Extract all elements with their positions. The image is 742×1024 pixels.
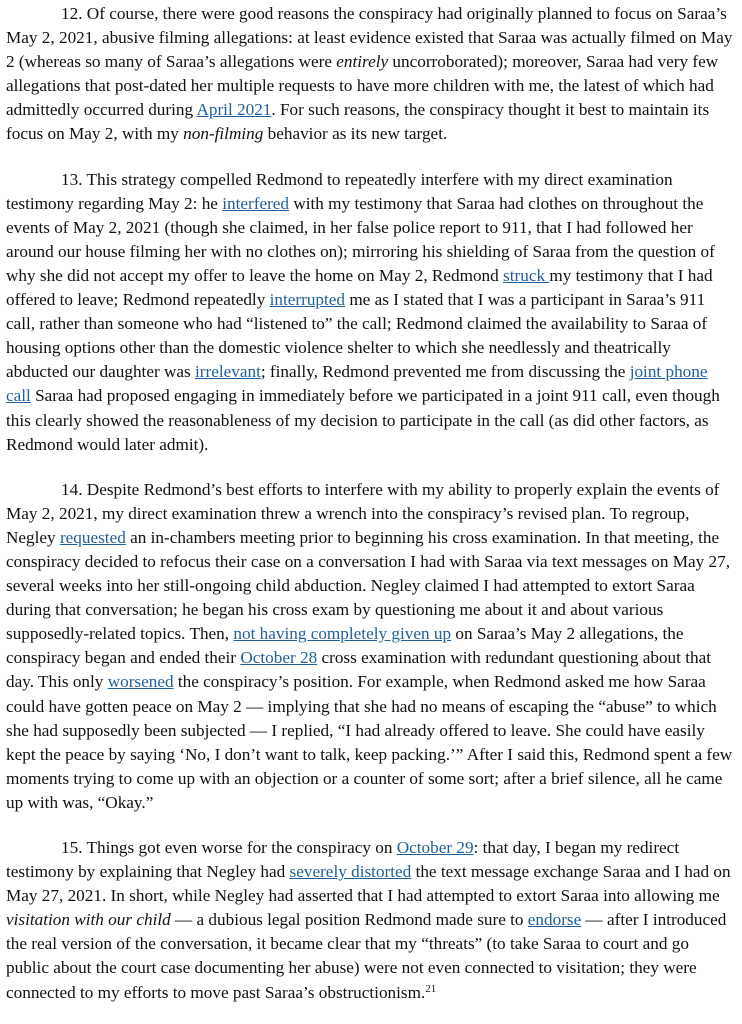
paragraph-15 <box>6 836 736 1005</box>
inline-link[interactable]: requested <box>59 527 126 547</box>
inline-link[interactable]: worsened <box>107 672 174 692</box>
body-text: with my testimony that Saraa had clothes on throughout the events of May 2, 2021 (though she claimed, in her false police report to 911, that I had followed her around our house filming her with no clothes on); mirroring his shielding of Saraa from the question of why she did not accept my offer to leave the home on May 2, Redmond <box>6 193 715 285</box>
footnote-marker[interactable]: 21 <box>425 982 437 995</box>
paragraph-number: 14. <box>61 479 83 499</box>
inline-link[interactable]: joint phone call <box>6 362 708 406</box>
body-text: behavior as its new target. <box>263 124 448 144</box>
body-text: Despite Redmond’s best efforts to interfere with my ability to properly explain the events of May 2, 2021, my direct examination threw a wrench into the conspiracy’s revised plan. To regroup, Negley <box>6 479 720 547</box>
body-text: . For such reasons, the conspiracy thought it best to maintain its focus on May 2, with my <box>6 100 710 144</box>
inline-link[interactable]: October 29 <box>396 838 474 857</box>
emphasis-text: visitation with our child <box>6 910 171 930</box>
inline-link[interactable]: interfered <box>222 193 290 213</box>
body-text: — after I introduced the real version of the conversation, it became clear that my “threats” (to take Saraa to court and go public about the court case documenting her abuse) were not even connected to visitation; they were connected to my efforts to move past Saraa’s obstructionism. <box>6 910 727 1002</box>
inline-link[interactable]: struck <box>503 265 550 285</box>
emphasis-text: entirely <box>336 52 389 72</box>
inline-link[interactable]: not having completely given up <box>233 624 452 644</box>
body-text: me as I stated that I was a participant in Saraa’s 911 call, rather than someone who had “listened to” the call; Redmond claimed the availability to Saraa of housing options other than the domestic violence shelter to which she needlessly and theatrically abducted our daughter was <box>6 290 708 382</box>
body-text: cross examination with redundant questioning about that day. This only <box>6 648 711 692</box>
body-text: This strategy compelled Redmond to repeatedly interfere with my direct examination testimony regarding May 2: he <box>6 169 673 213</box>
body-text: my testimony that I had offered to leave; Redmond repeatedly <box>6 265 713 310</box>
body-text: — a dubious legal position Redmond made sure to <box>170 910 528 930</box>
paragraph-13 <box>6 168 736 457</box>
body-text: Saraa had proposed engaging in immediately before we participated in a joint 911 call, even though this clearly showed the reasonableness of my decision to participate in the call (as did other factors, as Redmond would later admit). <box>6 386 720 454</box>
body-text: Things got even worse for the conspiracy on <box>82 838 397 857</box>
body-text: ; finally, Redmond prevented me from discussing the <box>260 362 630 382</box>
paragraph-number: 15. <box>61 838 83 857</box>
inline-link[interactable]: irrelevant <box>195 362 261 382</box>
body-text: Of course, there were good reasons the conspiracy had originally planned to focus on Saraa’s May 2, 2021, abusive filming allegations: at least evidence existed that Saraa was actually filmed on May 2 (whereas so many of Saraa’s allegations were <box>6 4 733 72</box>
emphasis-text: non-filming <box>183 124 264 144</box>
paragraph-12 <box>6 2 736 147</box>
body-text: an in-chambers meeting prior to beginning his cross examination. In that meeting, the conspiracy decided to refocus their case on a conversation I had with Saraa via text messages on May 27, several weeks into her still-ongoing child abduction. Negley claimed I had attempted to extort Saraa during that conversation; he began his cross exam by questioning me about it and about various supposedly-related topics. Then, <box>6 527 731 644</box>
inline-link[interactable]: endorse <box>527 910 582 930</box>
paragraph-number: 13. <box>61 169 83 189</box>
inline-link[interactable]: April 2021 <box>196 100 272 120</box>
body-text: : that day, I began my redirect testimony by explaining that Negley had <box>6 838 680 882</box>
paragraph-14 <box>6 478 736 815</box>
inline-link[interactable]: October 28 <box>240 648 318 668</box>
body-text: the text message exchange Saraa and I had on May 27, 2021. In short, while Negley had asserted that I had attempted to extort Saraa into allowing me <box>6 862 731 906</box>
inline-link[interactable]: interrupted <box>269 290 346 310</box>
paragraph-number: 12. <box>61 4 83 23</box>
inline-link[interactable]: severely distorted <box>289 862 412 882</box>
body-text: uncorroborated); moreover, Saraa had very few allegations that post-dated her multiple requests to have more children with me, the latest of which had admittedly occurred during <box>6 52 719 120</box>
body-text: on Saraa’s May 2 allegations, the conspiracy began and ended their <box>6 624 684 668</box>
body-text: the conspiracy’s position. For example, when Redmond asked me how Saraa could have gotten peace on May 2 — implying that she had no means of escaping the “abuse” to which she had supposedly been subjected — I replied, “I had already offered to leave. She could have easily kept the peace by saying ‘No, I don’t want to talk, keep packing.’” After I said this, Redmond spent a few moments trying to come up with an objection or a counter of some sort; after a brief silence, all he came up with was, “Okay.” <box>6 672 733 812</box>
